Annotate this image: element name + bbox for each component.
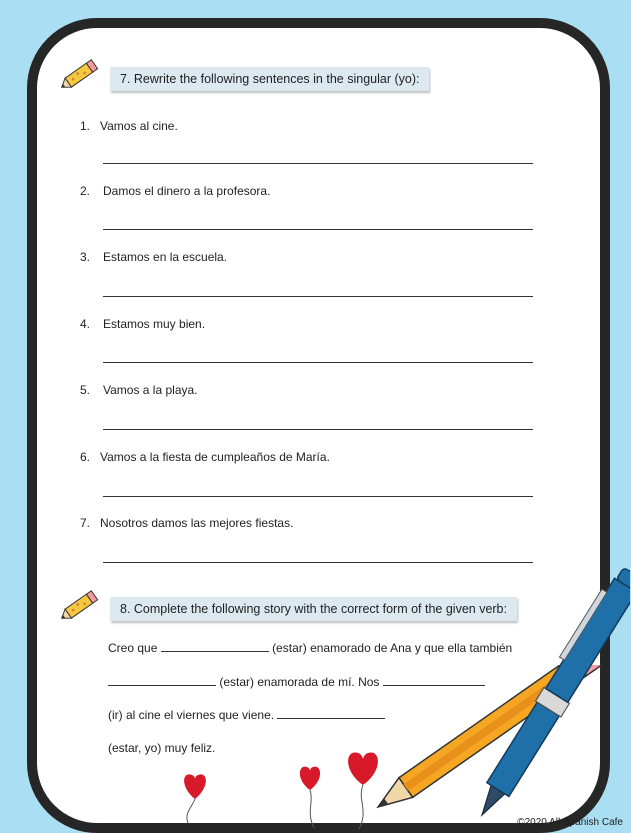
section-8-title: 8. Complete the following story with the correct form of the given verb:: [110, 597, 517, 621]
list-item: 4. Estamos muy bien.: [80, 317, 206, 331]
pencil-icon: [58, 55, 102, 95]
list-item: 7. Nosotros damos las mejores fiestas.: [80, 516, 294, 530]
story-line-3: (ir) al cine el viernes que viene.: [108, 708, 385, 722]
pencil-icon: [58, 586, 102, 626]
list-item: 1. Vamos al cine.: [80, 119, 178, 133]
story-line-2: (estar) enamorada de mí. Nos: [108, 675, 485, 689]
story-line-4: (estar, yo) muy feliz.: [108, 741, 216, 755]
list-item: 2. Damos el dinero a la profesora.: [80, 184, 271, 198]
heart-balloon-icon: [290, 760, 330, 830]
answer-line[interactable]: [103, 163, 533, 164]
blank-field[interactable]: [161, 641, 269, 652]
pen-icon: [460, 560, 630, 825]
answer-line[interactable]: [103, 362, 533, 363]
answer-line[interactable]: [103, 296, 533, 297]
list-item: 3. Estamos en la escuela.: [80, 250, 228, 264]
story-line-1: Creo que (estar) enamorado de Ana y que ella también: [108, 641, 513, 655]
copyright-text: ©2020 All Spanish Cafe: [517, 817, 623, 828]
list-item: 6. Vamos a la fiesta de cumpleaños de María.: [80, 450, 330, 464]
answer-line[interactable]: [103, 429, 533, 430]
heart-balloon-icon: [170, 765, 220, 825]
answer-line[interactable]: [103, 496, 533, 497]
list-item: 5. Vamos a la playa.: [80, 383, 198, 397]
answer-line[interactable]: [103, 229, 533, 230]
blank-field[interactable]: [108, 675, 216, 686]
section-7-title: 7. Rewrite the following sentences in the singular (yo):: [110, 67, 429, 91]
